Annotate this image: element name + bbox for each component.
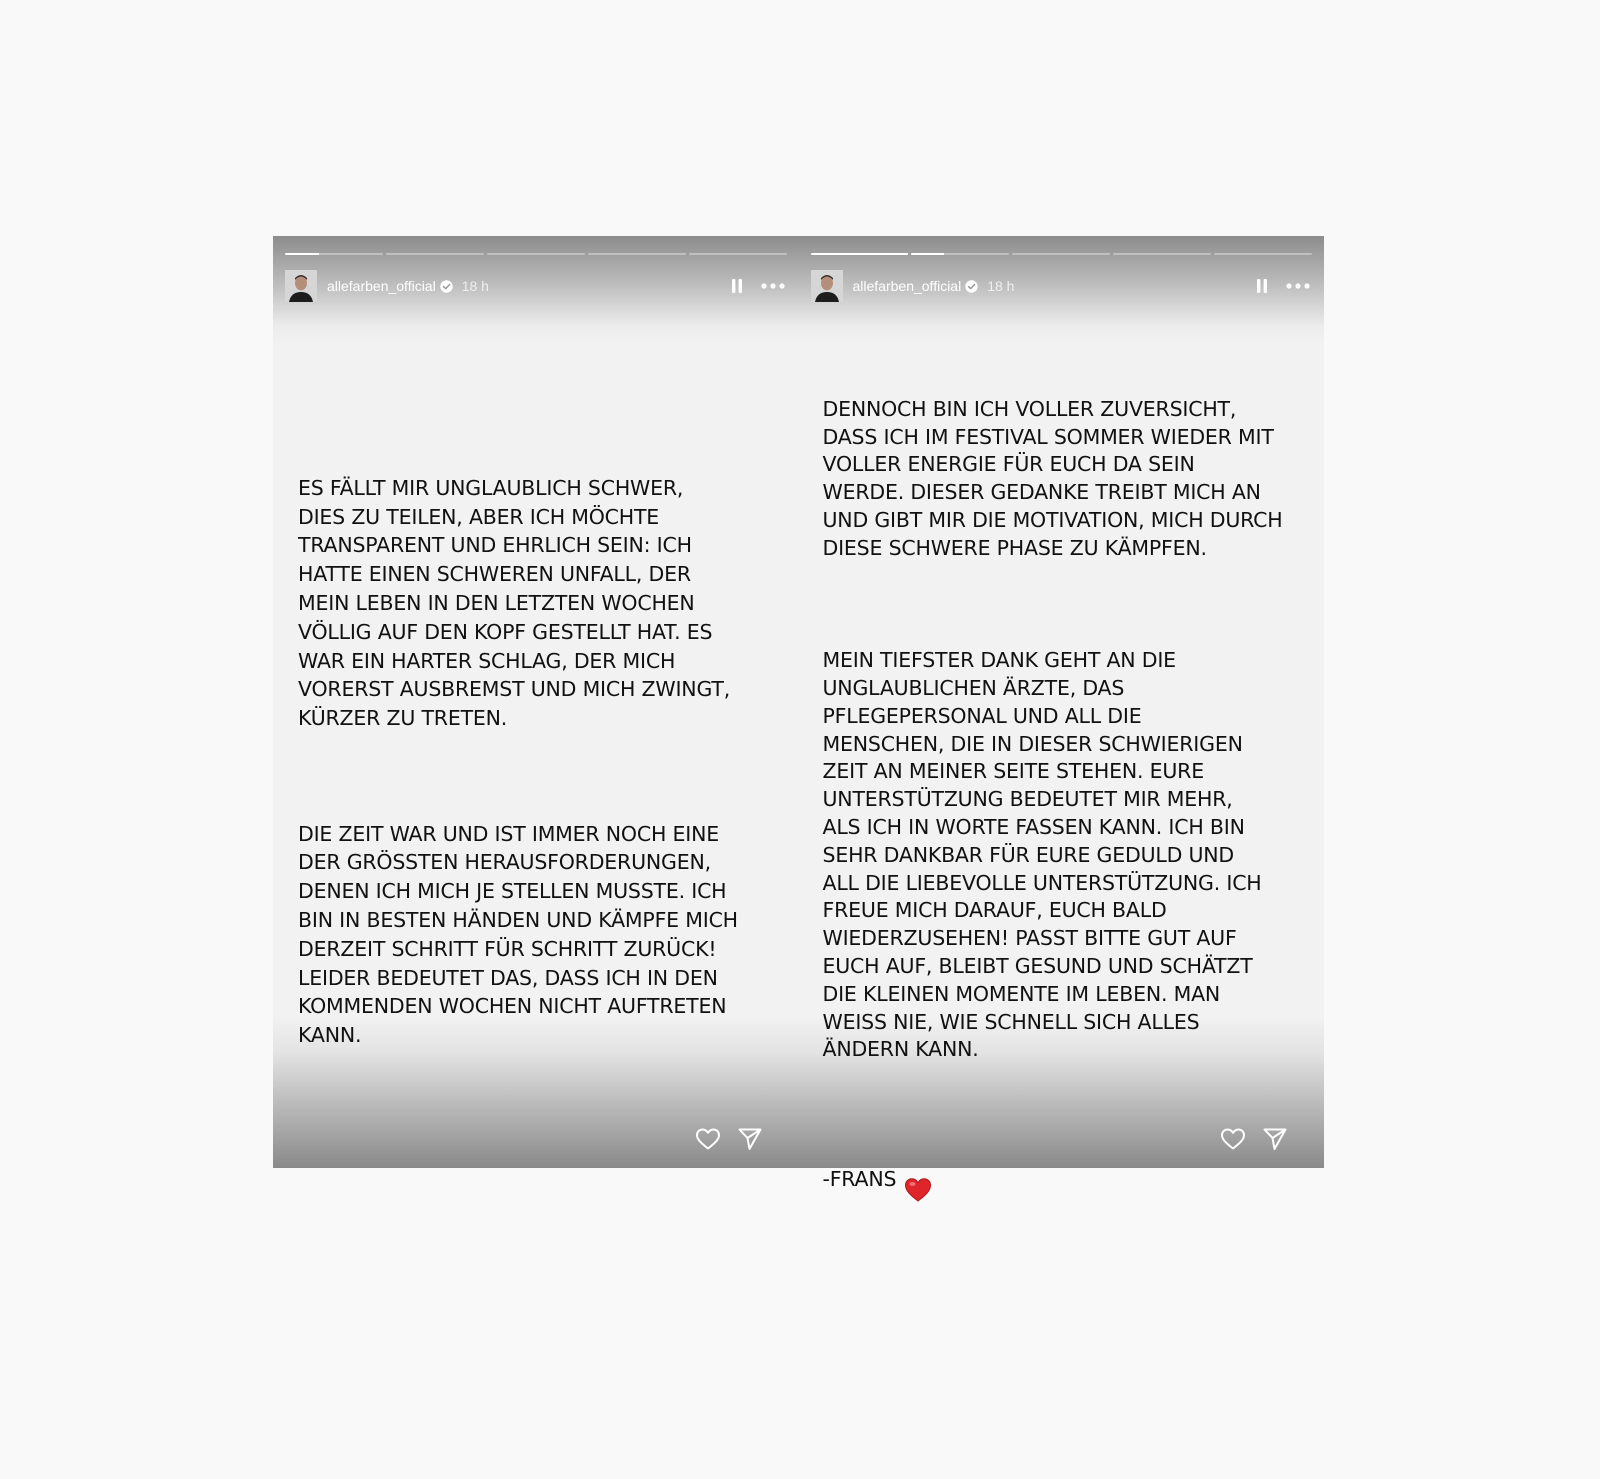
pause-icon[interactable] [1250,274,1274,298]
story-header [811,269,1313,303]
more-icon[interactable] [1284,274,1312,298]
progress-segment [811,253,909,255]
signature-text: -FRANS [822,1166,897,1191]
post-time: 18 h [461,278,489,294]
heart-icon[interactable] [695,1126,721,1152]
pause-icon[interactable] [725,274,749,298]
progress-segment-fill [285,253,319,255]
post-time: 18 h [987,278,1015,294]
heart-icon[interactable] [1220,1126,1246,1152]
verified-badge-icon [965,280,978,293]
send-icon[interactable] [1262,1126,1288,1152]
progress-segment-fill [811,253,909,255]
progress-segment [487,253,585,255]
story-paragraph: DENNOCH BIN ICH VOLLER ZUVERSICHT, DASS ICH IM FESTIVAL SOMMER WIEDER MIT VOLLER ENERGIE FÜR EUCH DA SEIN WERDE. DIESER GEDANKE TREIBT MICH AN UND GIBT MIR DIE MOTIVATION, MICH DURCH DIESE SCHWERE PHASE ZU KÄMPFEN. [822,396,1283,560]
story-progress-bar [285,253,787,255]
progress-segment [386,253,484,255]
story-card-2[interactable] [799,236,1325,1191]
signature [823,1149,1283,1211]
red-heart-emoji [904,1149,932,1211]
stories-strip [273,236,1324,1191]
progress-segment [1012,253,1110,255]
progress-segment [911,253,1009,255]
progress-segment [1113,253,1211,255]
more-icon[interactable] [759,274,787,298]
username[interactable]: allefarben_official [327,278,436,294]
story-paragraph: MEIN TIEFSTER DANK GEHT AN DIE UNGLAUBLICHEN ÄRZTE, DAS PFLEGEPERSONAL UND ALL DIE MENSCHEN, DIE IN DIESER SCHWIERIGEN ZEIT AN MEINER SEITE STEHEN. EURE UNTERSTÜTZUNG BEDEUTET MIR MEHR, ALS ICH IN WORTE FASSEN KANN. ICH BIN SEHR DANKBAR FÜR EURE GEDULD UND ALL DIE LIEBEVOLLE UNTERSTÜTZUNG. ICH FREUE MICH DARAUF, EUCH BALD WIEDERZUSEHEN! PASST BITTE GUT AUF EUCH AUF, BLEIBT GESUND UND SCHÄTZT DIE KLEINEN MOMENTE IM LEBEN. MAN WEISS NIE, WIE SCHNELL SICH ALLES ÄNDERN KANN. [822,648,1262,1062]
send-icon[interactable] [737,1126,763,1152]
story-footer [1220,1126,1288,1152]
progress-segment [588,253,686,255]
progress-segment [1214,253,1312,255]
story-footer [695,1126,763,1152]
story-paragraph: DIE ZEIT WAR UND IST IMMER NOCH EINE DER GRÖSSTEN HERAUSFORDERUNGEN, DENEN ICH MICH JE STELLEN MUSSTE. ICH BIN IN BESTEN HÄNDEN UND KÄMPFE MICH DERZEIT SCHRITT FÜR SCHRITT ZURÜCK! LEIDER BEDEUTET DAS, DASS ICH IN DEN KOMMENDEN WOCHEN NICHT AUFTRETEN KANN. [298,821,738,1048]
progress-segment [285,253,383,255]
avatar[interactable] [811,270,843,302]
story-card-1[interactable] [273,236,799,1168]
story-paragraph: ES FÄLLT MIR UNGLAUBLICH SCHWER, DIES ZU TEILEN, ABER ICH MÖCHTE TRANSPARENT UND EHRLICH SEIN: ICH HATTE EINEN SCHWEREN UNFALL, DER MEIN LEBEN IN DEN LETZTEN WOCHEN VÖLLIG AUF DEN KOPF GESTELLT HAT. ES WAR EIN HARTER SCHLAG, DER MICH VORERST AUSBREMST UND MICH ZWINGT, KÜRZER ZU TRETEN. [298,475,731,731]
story-progress-bar [811,253,1313,255]
progress-segment [689,253,787,255]
story-text [298,445,738,1079]
progress-segment-fill [911,253,943,255]
username[interactable]: allefarben_official [852,278,962,294]
verified-badge-icon [440,280,453,293]
story-header [285,269,787,303]
story-text [823,368,1283,1238]
avatar[interactable] [285,270,317,302]
